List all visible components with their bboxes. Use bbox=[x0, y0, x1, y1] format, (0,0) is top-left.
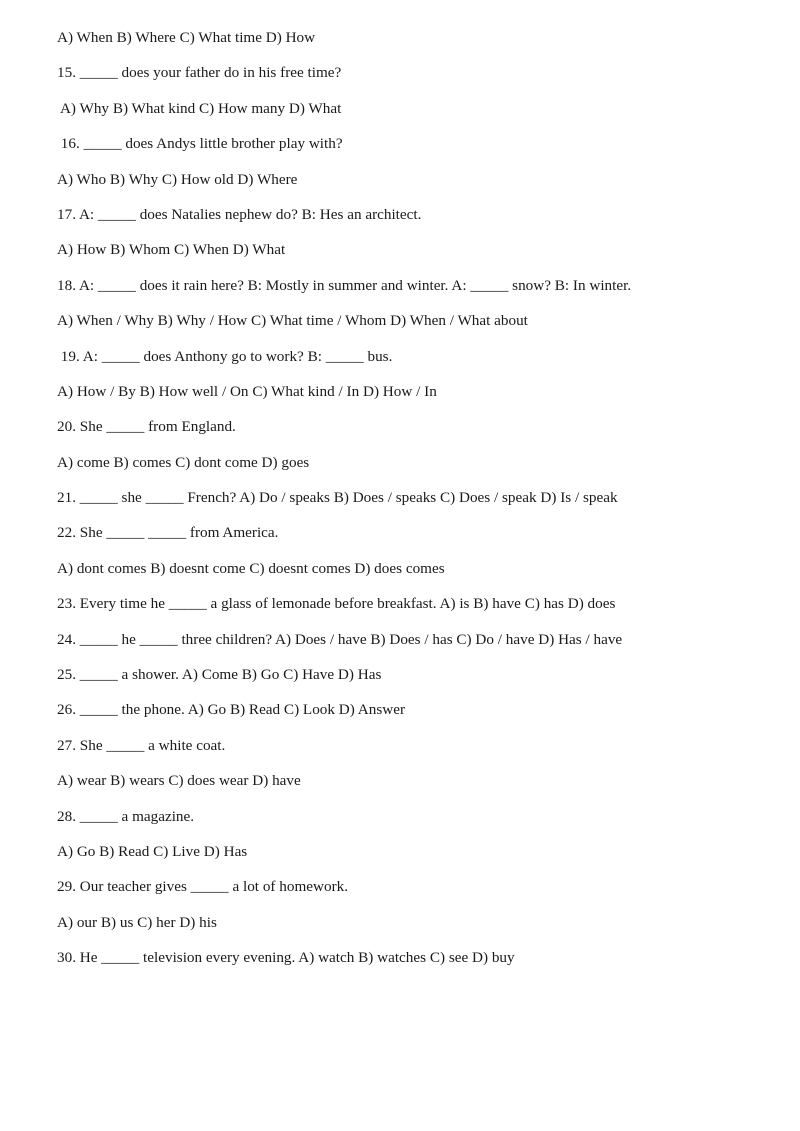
text-line: 15. _____ does your father do in his free time? bbox=[57, 64, 342, 82]
text-line: A) When B) Where C) What time D) How bbox=[57, 29, 316, 46]
text-line: 27. She _____ a white coat. bbox=[57, 736, 226, 754]
text-line: A) How / By B) How well / On C) What kind / In D) How / In bbox=[57, 382, 437, 400]
text-line: A) When / Why B) Why / How C) What time / Whom D) When / What about bbox=[57, 312, 528, 330]
text-line: 30. He _____ television every evening. A) watch B) watches C) see D) buy bbox=[57, 949, 515, 967]
document-body bbox=[57, 28, 777, 984]
text-line: A) wear B) wears C) does wear D) have bbox=[57, 772, 301, 790]
text-line: 19. A: _____ does Anthony go to work? B: _____ bus. bbox=[57, 347, 393, 365]
text-line: A) Go B) Read C) Live D) Has bbox=[57, 842, 248, 860]
text-line: 18. A: _____ does it rain here? B: Mostly in summer and winter. A: _____ snow? B: In winter. bbox=[57, 276, 632, 294]
text-line: A) come B) comes C) dont come D) goes bbox=[57, 453, 310, 471]
text-line: 17. A: _____ does Natalies nephew do? B: Hes an architect. bbox=[57, 205, 422, 223]
text-line: 24. _____ he _____ three children? A) Does / have B) Does / has C) Do / have D) Has / have bbox=[57, 630, 623, 648]
text-line: A) our B) us C) her D) his bbox=[57, 913, 217, 931]
text-line: A) How B) Whom C) When D) What bbox=[57, 241, 286, 259]
text-line: A) Who B) Why C) How old D) Where bbox=[57, 170, 298, 188]
text-line: 16. _____ does Andys little brother play with? bbox=[57, 135, 343, 153]
text-line: 21. _____ she _____ French? A) Do / speaks B) Does / speaks C) Does / speak D) Is / speak bbox=[57, 489, 618, 507]
text-line: 28. _____ a magazine. bbox=[57, 807, 195, 825]
text-line: 20. She _____ from England. bbox=[57, 418, 236, 436]
text-line: A) Why B) What kind C) How many D) What bbox=[57, 99, 342, 117]
text-line: 22. She _____ _____ from America. bbox=[57, 524, 279, 542]
text-line: 29. Our teacher gives _____ a lot of homework. bbox=[57, 878, 349, 896]
text-line: 23. Every time he _____ a glass of lemonade before breakfast. A) is B) have C) has D) does bbox=[57, 595, 616, 613]
text-line: 26. _____ the phone. A) Go B) Read C) Look D) Answer bbox=[57, 701, 405, 719]
text-line: A) dont comes B) doesnt come C) doesnt comes D) does comes bbox=[57, 559, 445, 577]
text-line: 25. _____ a shower. A) Come B) Go C) Have D) Has bbox=[57, 666, 382, 684]
